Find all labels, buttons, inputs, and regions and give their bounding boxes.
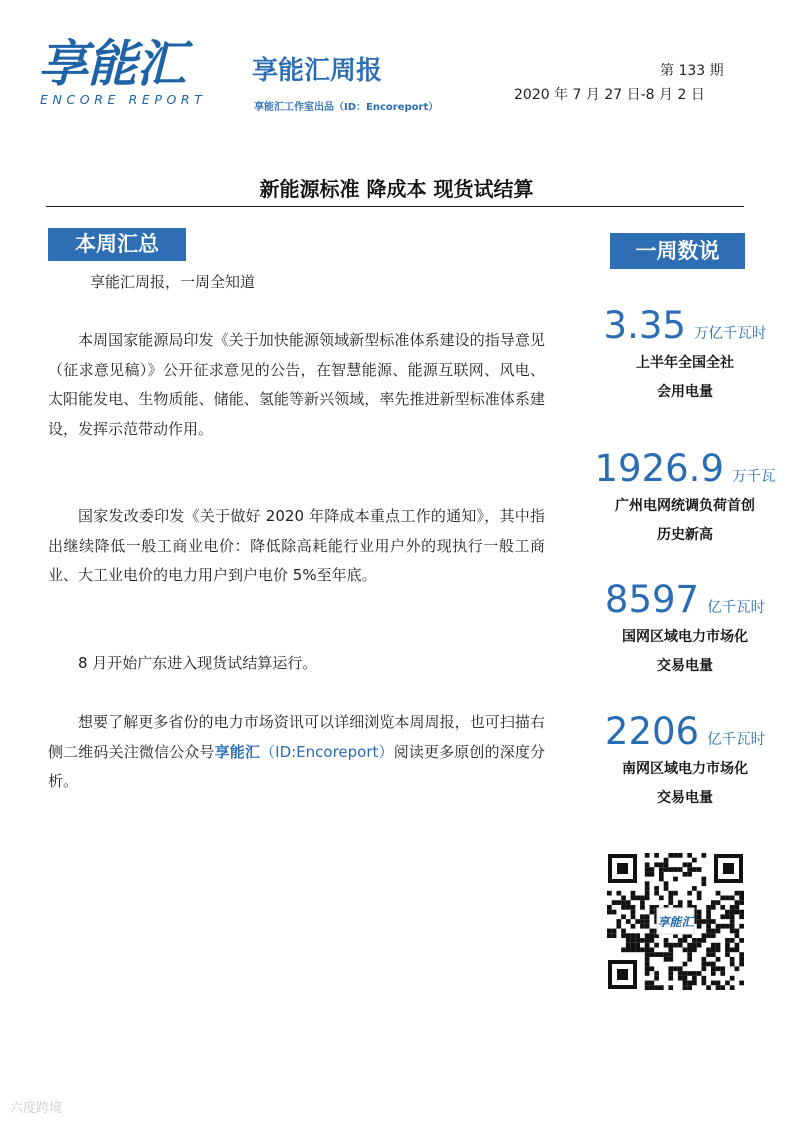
header-divider xyxy=(46,206,744,207)
stat-item xyxy=(575,578,793,681)
p4-tail: 阅读更多原创的深度分析。 xyxy=(48,742,545,790)
headline: 新能源标准 降成本 现货试结算 xyxy=(259,177,534,201)
stat-desc-line1: 广州电网统调负荷首创 xyxy=(615,498,755,514)
p4-text: 想要了解更多省份的电力市场资讯可以详细浏览本周周报，也可扫描右侧二维码关注微信公众号 xyxy=(48,713,545,761)
stat-item xyxy=(575,304,793,407)
section-label-stats: 一周数说 xyxy=(610,233,745,269)
issue-number: 第 133 期 xyxy=(660,63,724,79)
summary-tagline: 享能汇周报，一周全知道 xyxy=(90,273,256,291)
qr-code-icon xyxy=(607,853,744,990)
stat-desc-line2: 会用电量 xyxy=(657,384,713,400)
summary-paragraph-3: 8 月开始广东进入现货试结算运行。 xyxy=(78,654,318,672)
section-label-summary: 本周汇总 xyxy=(48,228,186,261)
stat-value: 2206 xyxy=(604,710,700,753)
wechat-account-id: （ID:Encoreport） xyxy=(260,742,394,761)
logo-wordmark: 享能汇 xyxy=(38,35,185,93)
stat-value: 1926.9 xyxy=(594,447,724,490)
report-subtitle: 享能汇工作室出品（ID：Encoreport） xyxy=(254,102,439,113)
stat-desc-line1: 南网区域电力市场化 xyxy=(622,761,748,777)
stat-item xyxy=(575,447,793,550)
stat-unit: 亿千瓦时 xyxy=(707,732,766,748)
summary-paragraph-1: 本周国家能源局印发《关于加快能源领域新型标准体系建设的指导意见（征求意见稿）》公开征求意见的公告，在智慧能源、能源互联网、风电、太阳能发电、生物质能、储能、氢能等新兴领域，率先推进新型标准体系建设，发挥示范带动作用。 xyxy=(48,331,545,438)
stat-item xyxy=(575,710,793,813)
stat-desc-line2: 交易电量 xyxy=(657,790,713,806)
report-title: 享能汇周报 xyxy=(252,56,383,86)
stat-unit: 万亿千瓦时 xyxy=(693,326,767,342)
qr-center-label: 享能汇 xyxy=(657,915,694,929)
wechat-qr-code[interactable] xyxy=(607,853,744,990)
stat-value: 8597 xyxy=(604,578,700,621)
date-range: 2020 年 7 月 27 日-8 月 2 日 xyxy=(514,87,705,103)
wechat-account-name: 享能汇 xyxy=(214,742,261,761)
stat-desc-line2: 历史新高 xyxy=(657,527,713,543)
watermark: 六度跨境 xyxy=(10,1101,63,1116)
stat-desc-line2: 交易电量 xyxy=(657,658,713,674)
stat-desc-line1: 上半年全国全社 xyxy=(636,355,734,371)
brand-logo xyxy=(38,35,218,108)
stat-value: 3.35 xyxy=(603,304,686,347)
logo-tagline: ENCORE REPORT xyxy=(40,92,207,107)
summary-paragraph-2: 国家发改委印发《关于做好 2020 年降成本重点工作的通知》，其中指出继续降低一般工商业电价：降低除高耗能行业用户外的现执行一般工商业、大工业电价的电力用户到户电价 5%至年底。 xyxy=(48,507,545,584)
stat-desc-line1: 国网区域电力市场化 xyxy=(622,629,748,645)
stat-unit: 万千瓦 xyxy=(731,469,776,485)
summary-paragraph-4 xyxy=(48,708,545,797)
stat-unit: 亿千瓦时 xyxy=(707,600,766,616)
